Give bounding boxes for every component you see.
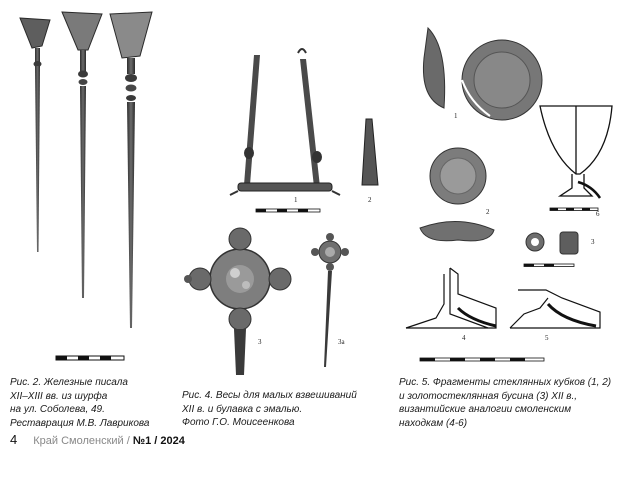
fig5-label-2: 2 <box>486 208 490 216</box>
fig5-label-4: 4 <box>462 334 466 342</box>
goblet-drawing-5 <box>510 290 600 328</box>
caption-line: Реставрация М.В. Лаврикова <box>10 417 150 429</box>
issue-number: №1 / 2024 <box>132 435 185 447</box>
figure-2-styluses-photo <box>18 8 158 368</box>
fig5-label-5: 5 <box>545 334 549 342</box>
fig4-label-1: 1 <box>294 196 298 204</box>
goblet-drawing-6 <box>540 106 612 198</box>
figure-5-glass-finds <box>400 18 625 363</box>
enamel-pin-head <box>184 228 291 375</box>
scale-bar-4-1 <box>256 209 320 212</box>
fig4-label-2: 2 <box>368 196 372 204</box>
stylus-3 <box>110 12 152 328</box>
fig4-label-3: 3 <box>258 338 262 346</box>
figure-5-caption <box>399 376 611 430</box>
page-footer <box>10 432 185 447</box>
figure-4-caption <box>182 389 357 430</box>
scale-bar-6 <box>550 208 598 211</box>
glass-fragment-1 <box>423 28 542 120</box>
fig4-label-3a: 3а <box>338 338 345 346</box>
scale-bar <box>56 356 124 360</box>
caption-line: Рис. 2. Железные писала <box>10 377 128 388</box>
enamel-pin-3a <box>311 233 349 367</box>
caption-line: XII в. и булавка с эмалью. <box>182 403 303 415</box>
caption-line: находкам (4-6) <box>399 417 468 429</box>
fig5-label-3: 3 <box>591 238 595 246</box>
caption-line: Рис. 5. Фрагменты стеклянных кубков (1, 2) <box>399 377 612 388</box>
stylus-2 <box>62 12 102 298</box>
scale-bar-4-5 <box>420 358 544 361</box>
figure-2-caption <box>10 376 149 430</box>
fig5-label-1: 1 <box>454 112 458 120</box>
caption-line: XII–XIII вв. из шурфа <box>10 390 108 402</box>
magazine-title: Край Смоленский / <box>33 435 133 447</box>
caption-line: и золотостеклянная бусина (3) XII в., <box>399 390 578 402</box>
gold-glass-bead <box>526 232 578 254</box>
stylus-1 <box>20 18 50 252</box>
balance-scale <box>230 49 340 195</box>
scale-bar-3 <box>524 264 574 267</box>
figure-4-scales-photo <box>180 45 385 375</box>
stylus-fragment <box>362 119 378 185</box>
caption-line: Фото Г.О. Моисеенкова <box>182 417 295 428</box>
glass-fragment-2 <box>420 148 494 241</box>
goblet-drawing-4 <box>406 268 496 328</box>
caption-line: на ул. Соболева, 49. <box>10 404 105 415</box>
caption-line: Рис. 4. Весы для малых взвешиваний <box>182 390 357 401</box>
caption-line: византийские аналогии смоленским <box>399 404 572 415</box>
fig5-label-6: 6 <box>596 210 600 218</box>
page-number: 4 <box>10 432 18 447</box>
